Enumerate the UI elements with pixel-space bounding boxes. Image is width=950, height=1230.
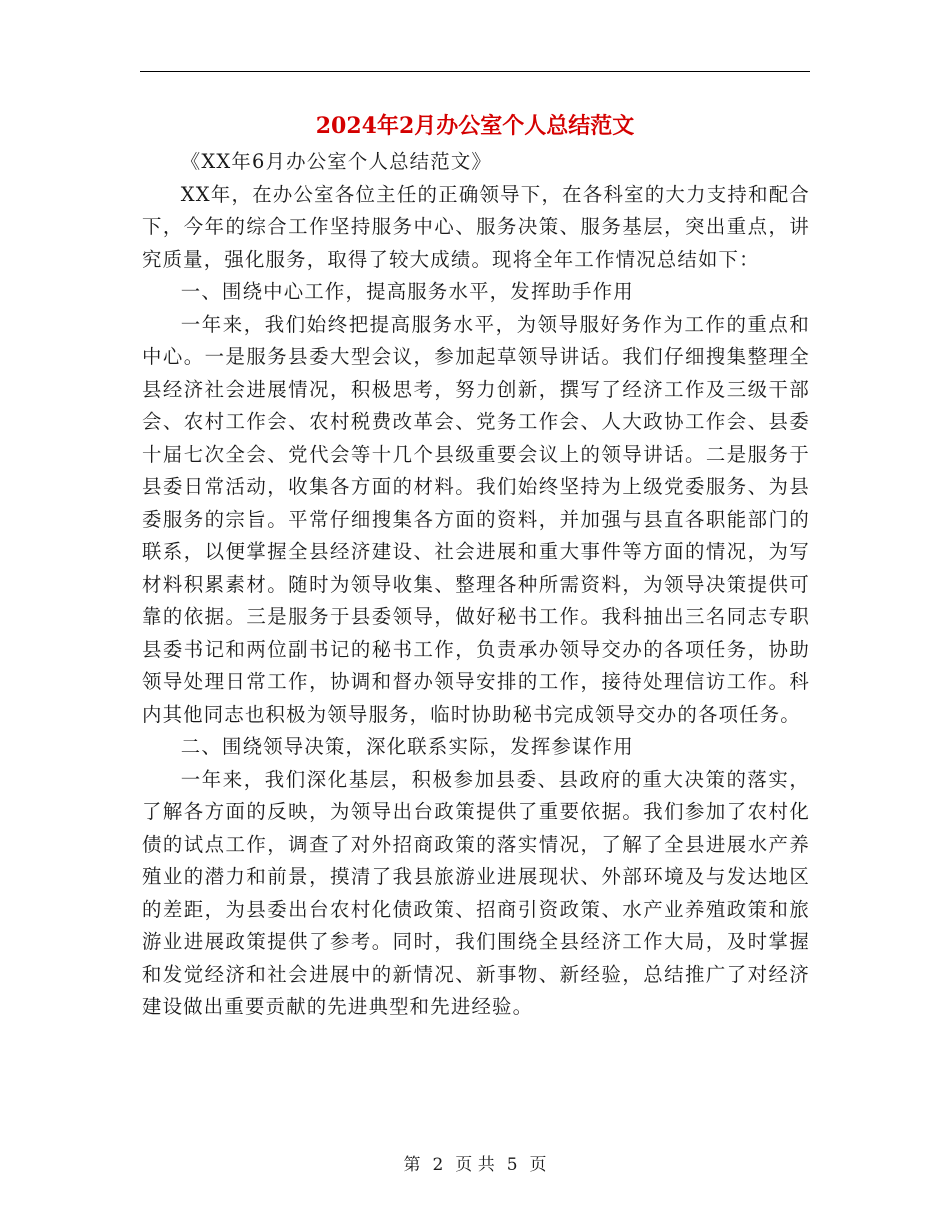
- total-pages-number: 5: [506, 1155, 518, 1175]
- page-footer: [0, 1153, 950, 1177]
- page-label-prefix: 第: [403, 1155, 421, 1175]
- header-rule: [140, 71, 810, 72]
- section-heading-2: 二、围绕领导决策，深化联系实际，发挥参谋作用: [180, 735, 634, 758]
- page-label-suffix: 页: [529, 1155, 547, 1175]
- section-heading-1: 一、围绕中心工作，提高服务水平，发挥助手作用: [180, 280, 634, 303]
- document-title: 2024年2月办公室个人总结范文: [315, 113, 635, 139]
- current-page-number: 2: [432, 1155, 444, 1175]
- paragraph-section-2: 一年来，我们深化基层，积极参加县委、县政府的重大决策的落实，了解各方面的反映，为领导出台政策提供了重要依据。我们参加了农村化债的试点工作，调查了对外招商政策的落实情况，了解了全县进展水产养殖业的潜力和前景，摸清了我县旅游业进展现状、外部环境及与发达地区的差距，为县委出台农村化债政策、招商引资政策、水产业养殖政策和旅游业进展政策提供了参考。同时，我们围绕全县经济工作大局，及时掌握和发觉经济和社会进展中的新情况、新事物、新经验，总结推广了对经济建设做出重要贡献的先进典型和先进经验。: [142, 767, 810, 1018]
- document-body: [142, 146, 810, 1024]
- page-label-mid: 页 共: [455, 1155, 495, 1175]
- paragraph-source-title: 《XX年6月办公室个人总结范文》: [180, 150, 493, 173]
- paragraph-intro: XX年，在办公室各位主任的正确领导下，在各科室的大力支持和配合下，今年的综合工作坚持服务中心、服务决策、服务基层，突出重点，讲究质量，强化服务，取得了较大成绩。现将全年工作情况总结如下：: [142, 182, 810, 271]
- paragraph-section-1: 一年来，我们始终把提高服务水平，为领导服好务作为工作的重点和中心。一是服务县委大型会议，参加起草领导讲话。我们仔细搜集整理全县经济社会进展情况，积极思考，努力创新，撰写了经济工作及三级干部会、农村工作会、农村税费改革会、党务工作会、人大政协工作会、县委十届七次全会、党代会等十几个县级重要会议上的领导讲话。二是服务于县委日常活动，收集各方面的材料。我们始终坚持为上级党委服务、为县委服务的宗旨。平常仔细搜集各方面的资料，并加强与县直各职能部门的联系，以便掌握全县经济建设、社会进展和重大事件等方面的情况，为写材料积累素材。随时为领导收集、整理各种所需资料，为领导决策提供可靠的依据。三是服务于县委领导，做好秘书工作。我科抽出三名同志专职县委书记和两位副书记的秘书工作，负责承办领导交办的各项任务，协助领导处理日常工作，协调和督办领导安排的工作，接待处理信访工作。科内其他同志也积极为领导服务，临时协助秘书完成领导交办的各项任务。: [142, 312, 810, 726]
